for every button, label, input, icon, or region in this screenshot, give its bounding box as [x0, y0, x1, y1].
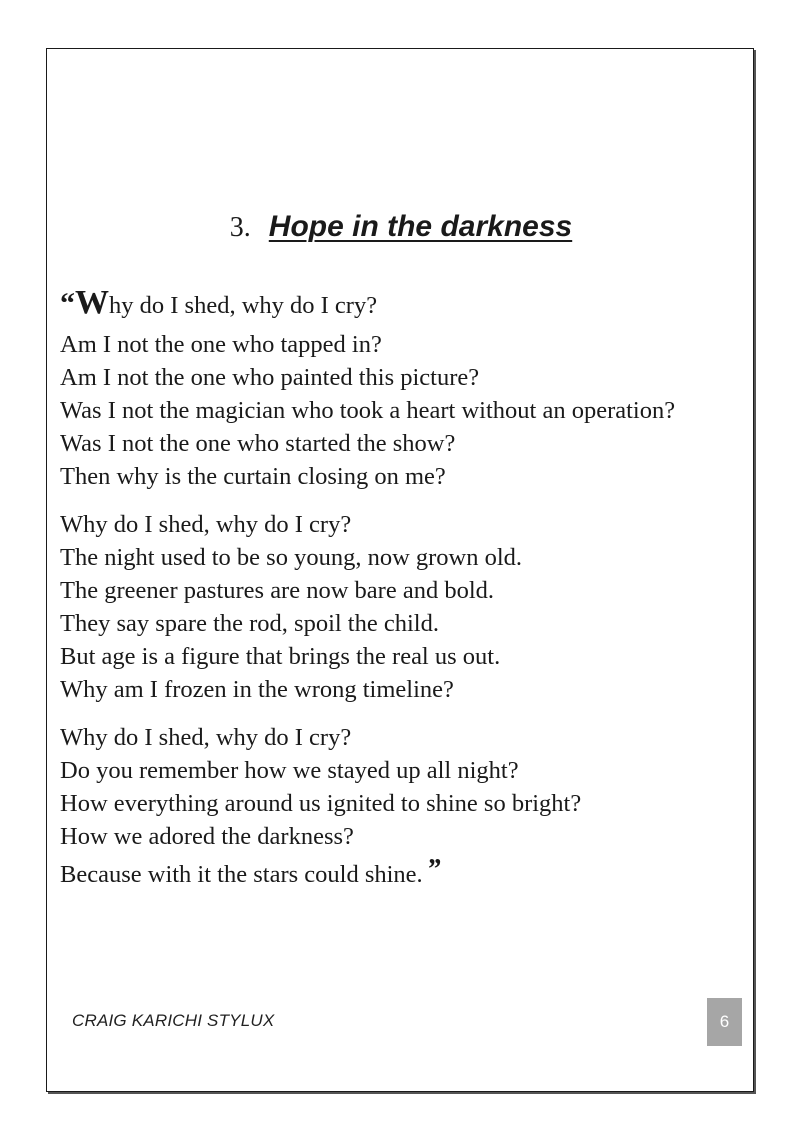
- stanza-2: [60, 508, 750, 706]
- poem-last-line: [60, 853, 750, 891]
- footer-author: CRAIG KARICHI STYLUX: [72, 1011, 275, 1030]
- poem-line: The greener pastures are now bare and bold.: [60, 577, 495, 604]
- poem-line: The night used to be so young, now grown old.: [60, 544, 523, 571]
- opening-quote-mark: “: [60, 287, 75, 320]
- poem-number: 3.: [229, 212, 251, 243]
- poem-line: But age is a figure that brings the real us out.: [60, 643, 501, 670]
- poem-line: Do you remember how we stayed up all night?: [60, 757, 519, 784]
- poem-line: How everything around us ignited to shine so bright?: [60, 790, 582, 817]
- poem-line: Why am I frozen in the wrong timeline?: [60, 676, 454, 703]
- page-number-badge: 6: [707, 998, 742, 1046]
- poem-line: Am I not the one who tapped in?: [60, 331, 382, 358]
- first-line-text: hy do I shed, why do I cry?: [109, 292, 378, 319]
- poem-first-line: [60, 286, 750, 322]
- drop-cap-initial: W: [75, 284, 109, 321]
- poem-heading: [0, 210, 802, 244]
- poem-line: Am I not the one who painted this picture?: [60, 364, 480, 391]
- poem-line: Why do I shed, why do I cry?: [60, 511, 352, 538]
- closing-quote-mark: ”: [426, 854, 441, 885]
- poem-title: Hope in the darkness: [268, 210, 573, 243]
- poem-line: They say spare the rod, spoil the child.: [60, 610, 439, 637]
- poem-line: Why do I shed, why do I cry?: [60, 724, 352, 751]
- poem-line: Then why is the curtain closing on me?: [60, 463, 446, 490]
- poem-line: Was I not the one who started the show?: [60, 430, 456, 457]
- stanza-3: [60, 721, 750, 891]
- stanza-1: [60, 286, 750, 493]
- last-line-text: Because with it the stars could shine.: [60, 861, 423, 888]
- poem-line: Was I not the magician who took a heart without an operation?: [60, 397, 676, 424]
- poem-body: [60, 286, 750, 906]
- poem-line: How we adored the darkness?: [60, 823, 354, 850]
